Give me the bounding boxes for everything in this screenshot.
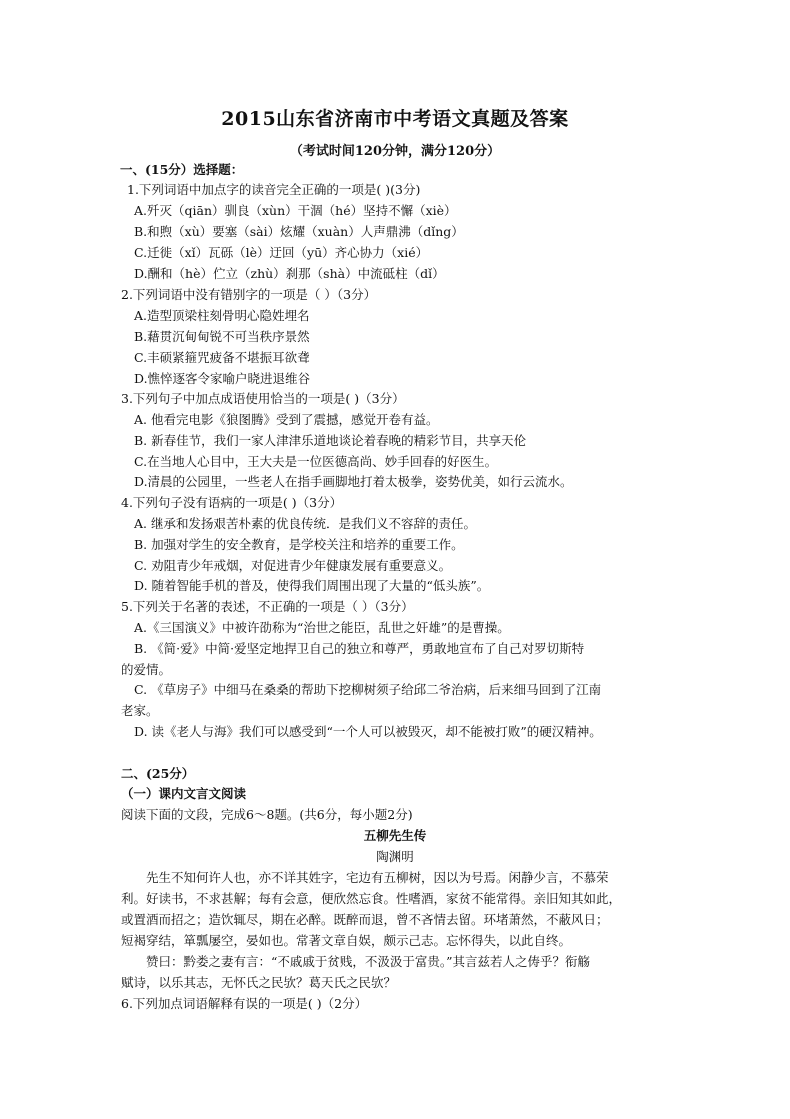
q5-option-b-line2: 的爱情。 [121, 662, 172, 677]
passage-title: 五柳先生传 [363, 828, 427, 843]
q1-option-d: D.酬和（hè）伫立（zhù）刹那（shà）中流砥柱（dǐ） [134, 266, 445, 281]
passage-line: 利。好读书，不求甚解；每有会意，便欣然忘食。性嗜酒，家贫不能常得。亲旧知其如此， [121, 891, 622, 906]
passage-line: 或置酒而招之；造饮辄尽，期在必醉。既醉而退，曾不吝情去留。环堵萧然，不蔽风日； [121, 912, 609, 927]
q4-stem: 4.下列句子没有语病的一项是( )（3分） [121, 495, 343, 510]
q1-option-c: C.迁徙（xǐ）瓦砾（lè）迂回（yū）齐心协力（xié） [134, 245, 429, 260]
q5-option-c-line2: 老家。 [121, 703, 159, 718]
sub1-heading: （一）课内文言文阅读 [121, 786, 247, 801]
q2-option-a: A.造型顶梁柱刻骨明心隐姓埋名 [134, 308, 310, 323]
q3-option-a: A. 他看完电影《狼图腾》受到了震撼，感觉开卷有益。 [134, 412, 439, 427]
section1-heading: 一、(15分）选择题： [120, 162, 244, 177]
section2-heading: 二、(25分） [121, 766, 195, 781]
q5-option-b-line1: B. 《简·爱》中简·爱坚定地捍卫自己的独立和尊严，勇敢地宣布了自己对罗切斯特 [134, 641, 585, 656]
q5-stem: 5.下列关于名著的表述，不正确的一项是（ ）（3分） [121, 599, 414, 614]
passage-author: 陶渊明 [376, 849, 414, 864]
q4-option-c: C. 劝阻青少年戒烟，对促进青少年健康发展有重要意义。 [134, 558, 452, 573]
q3-option-d: D.清晨的公园里，一些老人在指手画脚地打着太极拳，姿势优美，如行云流水。 [134, 474, 573, 489]
q2-option-b: B.藉贯沉甸甸锐不可当秩序景然 [134, 329, 310, 344]
passage-line: 先生不知何许人也，亦不详其姓字，宅边有五柳树，因以为号焉。闲静少言，不慕荣 [146, 870, 609, 885]
q6-stem: 6.下列加点词语解释有误的一项是( )（2分） [121, 996, 368, 1011]
document-title: 2015山东省济南市中考语文真题及答案 [221, 108, 569, 130]
zan-line: 赞曰：黔娄之妻有言：“不戚戚于贫贱，不汲汲于富贵。”其言兹若人之俦乎？衔觞 [146, 954, 591, 969]
q1-stem: 1.下列词语中加点字的读音完全正确的一项是( )(3分) [127, 182, 421, 197]
q3-option-b: B. 新春佳节，我们一家人津津乐道地谈论着春晚的精彩节目，共享天伦 [134, 433, 527, 448]
q5-option-a: A.《三国演义》中被许劭称为“治世之能臣，乱世之奸雄”的是曹操。 [134, 620, 510, 635]
q4-option-b: B. 加强对学生的安全教育，是学校关注和培养的重要工作。 [134, 537, 464, 552]
q2-option-d: D.憔悴逐客令家喻户晓进退维谷 [134, 371, 311, 386]
q5-option-d: D. 读《老人与海》我们可以感受到“一个人可以被毁灭，却不能被打败”的硬汉精神。 [134, 724, 602, 739]
q5-option-c-line1: C. 《草房子》中细马在桑桑的帮助下挖柳树须子给邱二爷治病，后来细马回到了江南 [134, 682, 602, 697]
document-subtitle: （考试时间120分钟，满分120分） [289, 144, 501, 159]
zan-line: 赋诗，以乐其志，无怀氏之民欤？葛天氏之民欤？ [121, 975, 397, 990]
q4-option-a: A. 继承和发扬艰苦朴素的优良传统．是我们义不容辞的责任。 [134, 516, 476, 531]
reading-instruction: 阅读下面的文段，完成6～8题。(共6分，每小题2分) [121, 807, 413, 822]
q2-stem: 2.下列词语中没有错别字的一项是（ ）（3分） [121, 287, 377, 302]
passage-line: 短褐穿结，箪瓢屡空，晏如也。常著文章自娱，颇示己志。忘怀得失，以此自终。 [121, 933, 572, 948]
q3-option-c: C.在当地人心目中，王大夫是一位医德高尚、妙手回春的好医生。 [134, 454, 498, 469]
q3-stem: 3.下列句子中加点成语使用恰当的一项是( )（3分） [121, 391, 405, 406]
q2-option-c: C.丰硕紧箍咒疲备不堪振耳欲聋 [134, 350, 310, 365]
q1-option-b: B.和煦（xù）要塞（sài）炫耀（xuàn）人声鼎沸（dǐng） [134, 224, 464, 239]
q1-option-a: A.歼灭（qiān）驯良（xùn）干涸（hé）坚持不懈（xiè） [134, 203, 457, 218]
q4-option-d: D. 随着智能手机的普及，使得我们周围出现了大量的“低头族”。 [134, 578, 490, 593]
